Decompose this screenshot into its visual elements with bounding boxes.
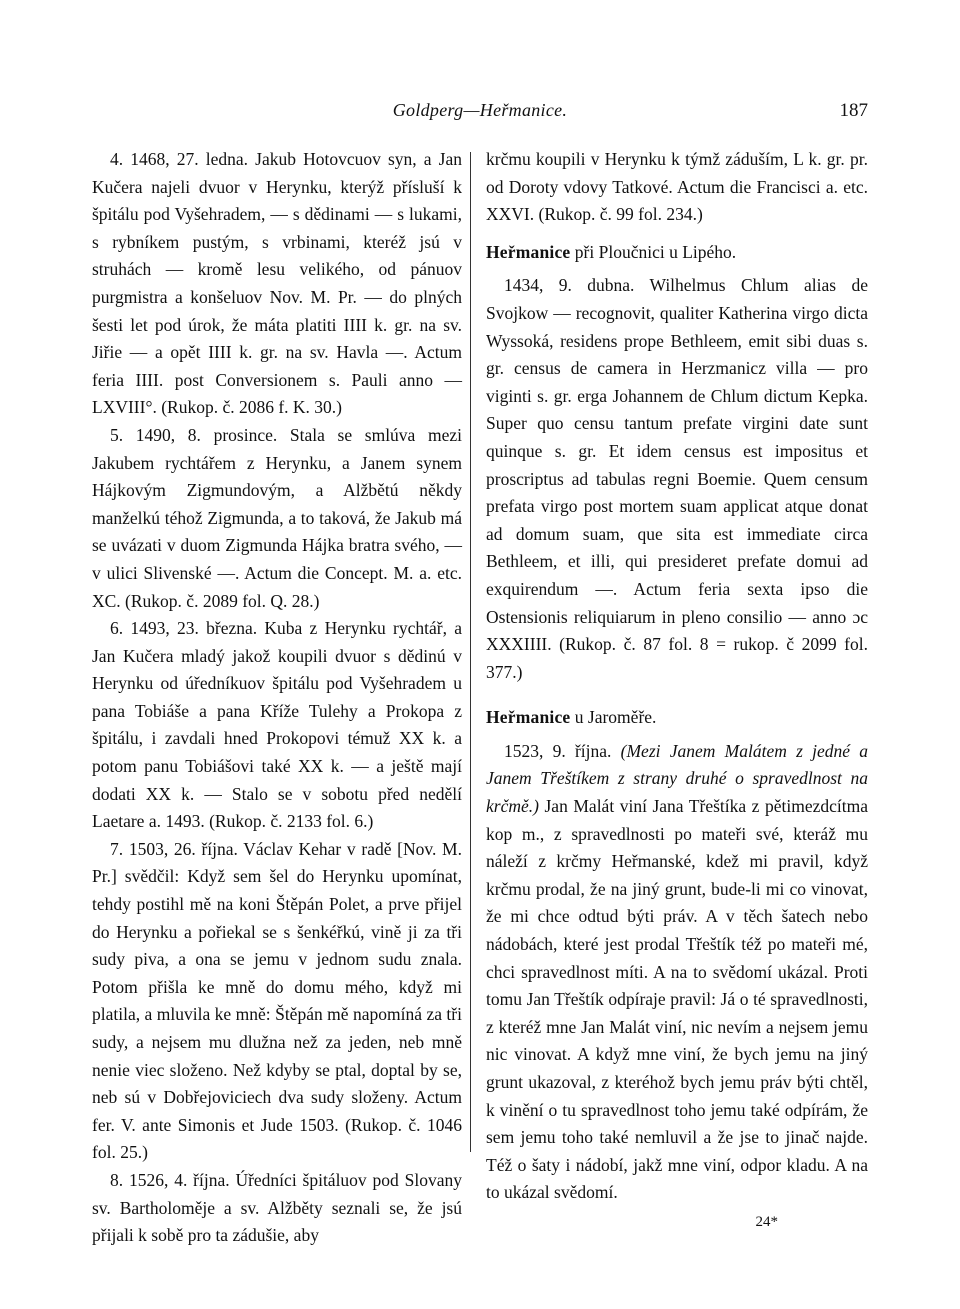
entry-date: 1523, 9. října. [504, 740, 612, 761]
continuation-paragraph: krčmu koupili v Herynku k týmž záduším, L k. gr. pr. od Doroty vdovy Tatkové. Actum die Francisci a. etc. XXVI. (Rukop. č. 99 fol. 234.) [486, 149, 868, 225]
right-column [486, 146, 868, 1237]
left-column [92, 146, 462, 1250]
entry-paragraph: 8. 1526, 4. října. Úředníci špitáluov pod Slovany sv. Bartholoměje a sv. Alžběty seznali se, že jsú přijali k sobě pro ta zádušie, aby [92, 1169, 462, 1246]
entry-paragraph: 7. 1503, 26. října. Václav Kehar v radě [Nov. M. Pr.] svědčil: Když sem šel do Herynku upomínat, tehdy postihl mě na koni Štěpán Polet, a prve přijel do Herynku a pořiekal se s šenkéřkú, vině ji za tři sudy piva, a ona se jemu v jednom sudu znala. Potom přišla ke mně do domu mého, když mi platila, a mluvila ke mně: Štěpán mě napomíná za tři sudy, a nejsem mu dlužna než za jeden, neb mně nenie viec složeno. Než kdyby se ptal, doptal by se, neb sú v Dobřejoviciech dva sudy složeny. Actum fer. V. ante Simonis et Jude 1503. (Rukop. č. 1046 fol. 25.) [92, 838, 462, 1163]
entry-paragraph [486, 738, 868, 1207]
entry-paragraph: 5. 1490, 8. prosince. Stala se smlúva mezi Jakubem rychtářem z Herynku, a Janem synem Hájkovým Zigmundovým, a Alžbětú někdy manželkú téhož Zigmunda, a to taková, že Jakub má se uvázati v duom Zigmunda Hájka bratra svého, — v ulici Slivenské —. Actum die Concept. M. a. etc. XC. (Rukop. č. 2089 fol. Q. 28.) [92, 424, 462, 611]
section-heading-rest: při Ploučnici u Lipého. [570, 241, 737, 262]
spacer [486, 686, 868, 694]
entry-text: Jan Malát viní Jana Třeštíka z pětimezdcítma kop m., z spravedlnosti po mateři své, kteráž mu náleží z krčmy Heřmanské, kdež mi pravil, když krčmu prodal, že na jiný grunt, bude-li mi co vinovat, že mi chce odtud býti práv. A v těch šatech nebo nádobách, které jest prodal Třeštík též po mateři mé, chci spravedlnost míti. A na to svědomí ukázal. Proti tomu Jan Třeštík odpíraje pravil: Já o té spravedlnosti, z kteréž mne Jan Malát viní, nic nevím a nejsem jemu nic vinovat. A když mne viní, že bych jemu na jiný grunt ukazoval, z kteréhož bych jemu práv býti chtěl, k vinění o tu spravedlnost toho jemu také odpírám, že sem jemu toho také nemluvil a že jse to jinač najde. Též o šaty i nádobí, jakž mne viní, odpor kladu. A na to ukázal svědomí. [486, 796, 868, 1203]
section-heading [486, 704, 868, 732]
section-heading [486, 239, 868, 267]
entry-paragraph: 4. 1468, 27. ledna. Jakub Hotovcuov syn, a Jan Kučera najeli dvuor v Herynku, kterýž přísluší k špitálu pod Vyšehradem, — s dědinami — s lukami, s rybníkem pustým, s vrbinami, kteréž jsú v struhách — kromě lesu velikého, od pánuov purgmistra a konšeluov Nov. M. Pr. — do plných šesti let pod úrok, že máta platiti IIII k. gr. na sv. Jiřie — a opět IIII k. gr. na sv. Havla —. Actum feria IIII. post Conversionem s. Pauli anno — LXVIII°. (Rukop. č. 2086 f. K. 30.) [92, 149, 462, 418]
page-header [92, 100, 868, 130]
column-divider [470, 152, 471, 1152]
entry-paragraph: 1434, 9. dubna. Wilhelmus Chlum alias de Svojkow — recognovit, qualiter Katherina virgo dicta Wyssoká, residens prope Bethleem, emit sibi duas s. gr. census de camera in Herzmanicz villa — pro viginti s. gr. erga Johannem de Chlum dictum Kepka. Super quo censu tantum prefate virgini date sunt quinque s. gr. Et idem census est impositus et proscriptus ad tabulas regni Boemie. Quem censum prefata virgo post mortem suam applicat atque donat ad domum suam, que sita est immediate circa Bethleem, et illi, qui presideret prefate domui ad exquirendum —. Actum feria sexta ipso die Ostensionis reliquiarum in pleno consilio — anno ɔc XXXIIII. (Rukop. č. 87 fol. 8 = rukop. č 2099 fol. 377.) [486, 275, 868, 682]
sheet-signature: 24* [755, 1213, 778, 1230]
section-heading-place: Heřmanice [486, 241, 571, 262]
running-title: Goldperg—Heřmanice. [392, 100, 568, 120]
page-number: 187 [839, 100, 868, 121]
section-heading-rest: u Jaroměře. [570, 707, 657, 728]
entry-italic-summary: (Mezi Janem Malátem z jedné a Janem Třeštíkem z strany druhé o spravedlnost na krčmě.) [486, 740, 868, 817]
entry-paragraph: 6. 1493, 23. března. Kuba z Herynku rychtář, a Jan Kučera mladý jakož koupili dvuor s dědinú v Herynku od úředníkuov špitálu pod Vyšehradem u pana Tobiáše a pana Kříže Tulehy a Prokopa z špitálu, i zavdali hned Prokopovi témuž XX k. a potom panu Tobiášovi také XX k. — a ještě mají dodati XX k. — Stalo se v sobotu před nedělí Laetare a. 1493. (Rukop. č. 2133 fol. 6.) [92, 618, 462, 832]
section-heading-place: Heřmanice [486, 707, 571, 728]
